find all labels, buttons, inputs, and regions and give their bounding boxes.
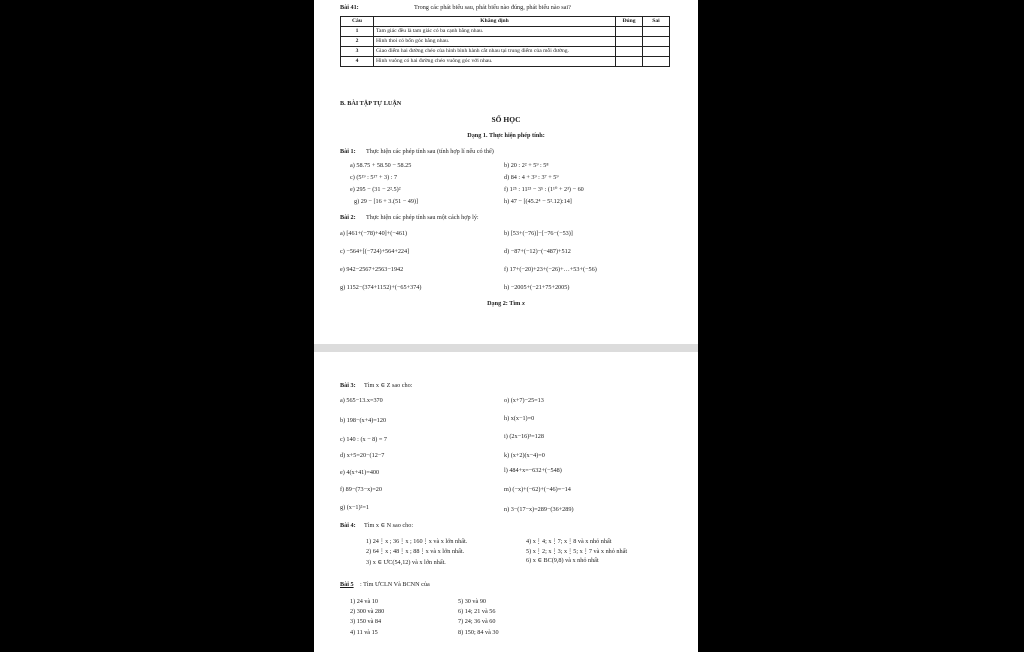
bai5-item: 4) 11 và 15 (350, 629, 378, 636)
row-statement: Hình thoi có bốn góc bằng nhau. (374, 37, 616, 47)
bai1-item: d) 84 : 4 + 3⁹ : 3⁷ + 5⁹ (504, 174, 559, 181)
bai3-item: n) 3−(17−x)=289−(36+289) (504, 506, 574, 513)
bai1-item: g) 29 − [16 + 3.(51 − 49)] (354, 198, 419, 205)
table-header-row (341, 17, 670, 27)
table-header-cell: Câu (341, 17, 374, 27)
page-gap (314, 344, 698, 352)
bai3-prompt: Tìm x ∈ Z sao cho: (364, 382, 413, 389)
bai2-item: a) [461+(−78)+40]+(−461) (340, 230, 408, 237)
bai4-item: 5) x⋮2; x⋮3; x⋮5; x⋮7 và x nhỏ nhất (526, 548, 628, 555)
bai5-item: 8) 150; 84 và 30 (458, 629, 499, 636)
bai5-item: 3) 150 và 84 (350, 618, 382, 625)
table-row (341, 57, 670, 67)
row-statement: Giao điểm hai đường chéo của hình bình hành cắt nhau tại trung điểm của mỗi đường. (374, 47, 616, 57)
bai1-prompt: Thực hiện các phép tính sau (tính hợp lí nếu có thể) (366, 148, 494, 155)
table-row (341, 47, 670, 57)
document-page-2 (314, 352, 698, 652)
true-false-table (340, 16, 670, 67)
bai5-item: 1) 24 và 10 (350, 598, 379, 605)
bai3-item: c) 140 : (x − 8) = 7 (340, 436, 388, 443)
table-row (341, 27, 670, 37)
bai1-item: a) 58.75 + 58.50 − 58.25 (350, 162, 412, 169)
bai3-item: f) 89−(73−x)=20 (340, 486, 382, 493)
false-cell (643, 37, 670, 47)
bai2-item: b) [53+(−76)]−[−76−(−53)] (504, 230, 573, 237)
dang2-variable: x (521, 300, 525, 307)
section-b-heading: B. BÀI TẬP TỰ LUẬN (340, 100, 402, 107)
row-number: 4 (341, 57, 374, 67)
so-hoc-heading: SỐ HỌC (491, 115, 521, 124)
bai2-item: e) 942−2567+2563−1942 (340, 266, 404, 273)
bai3-item: l) 484+x=−632+(−548) (504, 467, 562, 474)
bai2-item: d) −87+(−12)−(−487)+512 (504, 248, 571, 255)
bai3-item: g) (x−1)²=1 (340, 504, 369, 511)
bai3-label: Bài 3: (340, 382, 356, 389)
row-number: 2 (341, 37, 374, 47)
bai2-prompt: Thực hiện các phép tính sau một cách hợp lý: (366, 214, 479, 221)
bai3-item: d) x+5=20−(12−7 (340, 452, 385, 459)
bai5-item: 6) 14; 21 và 56 (458, 608, 496, 615)
bai4-item: 4) x⋮4; x⋮7; x⋮8 và x nhỏ nhất (526, 538, 612, 545)
bai2-item: g) 1152−(374+1152)+(−65+374) (340, 284, 422, 291)
bai2-item: h) −2005+(−21+75+2005) (504, 284, 570, 291)
bai4-item: 3) x ∈ ƯC(54,12) và x lớn nhất. (366, 559, 446, 566)
document-page-1 (314, 0, 698, 344)
bai41-label: Bài 41: (340, 4, 359, 11)
bai4-prompt: Tìm x ∈ N sao cho: (364, 522, 414, 529)
false-cell (643, 27, 670, 37)
bai5-label: Bài 5 (340, 581, 354, 588)
true-cell (616, 47, 643, 57)
bai3-item: a) 565−13.x=370 (340, 397, 383, 404)
dang2-heading (314, 300, 698, 307)
bai3-item: e) 4(x+41)=400 (340, 469, 380, 476)
bai1-item: b) 20 : 2² + 5⁹ : 5⁸ (504, 162, 549, 169)
bai3-item: b) 198−(x+4)=120 (340, 417, 387, 424)
bai1-item: f) 1²⁵ : 11²³ − 3⁵ : (1¹⁰ + 2³) − 60 (504, 186, 584, 193)
table-header-cell: Khẳng định (374, 17, 616, 27)
row-statement: Hình vuông có hai đường chéo vuông góc với nhau. (374, 57, 616, 67)
bai4-item: 1) 24⋮x ; 36⋮x ; 160⋮x và x lớn nhất. (366, 538, 468, 545)
bai1-item: c) (5¹⁹ : 5¹⁷ + 3) : 7 (350, 174, 398, 181)
bai1-item: h) 47 − [(45.2⁴ − 5².12):14] (504, 198, 572, 205)
bai5-prompt: : Tìm ƯCLN Và BCNN của (360, 581, 430, 588)
false-cell (643, 47, 670, 57)
row-statement: Tam giác đều là tam giác có ba cạnh bằng nhau. (374, 27, 616, 37)
bai5-item: 7) 24; 36 và 60 (458, 618, 496, 625)
bai4-label: Bài 4: (340, 522, 356, 529)
bai3-item: o) (x+7)−25=13 (504, 397, 544, 404)
true-cell (616, 27, 643, 37)
bai5-item: 2) 300 và 280 (350, 608, 385, 615)
bai3-item: i) (2x−16)³=128 (504, 433, 544, 440)
true-cell (616, 37, 643, 47)
bai2-item: f) 17+(−20)+23+(−26)+…+53+(−56) (504, 266, 597, 273)
bai3-item: h) x(x−1)=0 (504, 415, 535, 422)
dang2-text: Dạng 2: Tìm (487, 300, 521, 307)
bai4-item: 2) 64⋮x ; 48⋮x ; 88⋮x và x lớn nhất. (366, 548, 465, 555)
bai2-label: Bài 2: (340, 214, 356, 221)
table-row (341, 37, 670, 47)
bai2-item: c) −564+[(−724)+564+224] (340, 248, 410, 255)
table-header-cell: Sai (643, 17, 670, 27)
bai5-item: 5) 30 và 90 (458, 598, 487, 605)
bai4-item: 6) x ∈ BC(9,8) và x nhỏ nhất (526, 557, 599, 564)
bai3-item: m) (−x)+(−62)+(−46)=−14 (504, 486, 571, 493)
bai3-item: k) (x+2)(x−4)=0 (504, 452, 545, 459)
bai1-item: e) 295 − (31 − 2².5)² (350, 186, 401, 193)
dang1-heading: Dạng 1. Thực hiện phép tính: (467, 132, 545, 139)
bai1-label: Bài 1: (340, 148, 356, 155)
true-cell (616, 57, 643, 67)
bai41-prompt: Trong các phát biểu sau, phát biểu nào đúng, phát biểu nào sai? (414, 4, 571, 11)
row-number: 3 (341, 47, 374, 57)
false-cell (643, 57, 670, 67)
row-number: 1 (341, 27, 374, 37)
table-header-cell: Đúng (616, 17, 643, 27)
